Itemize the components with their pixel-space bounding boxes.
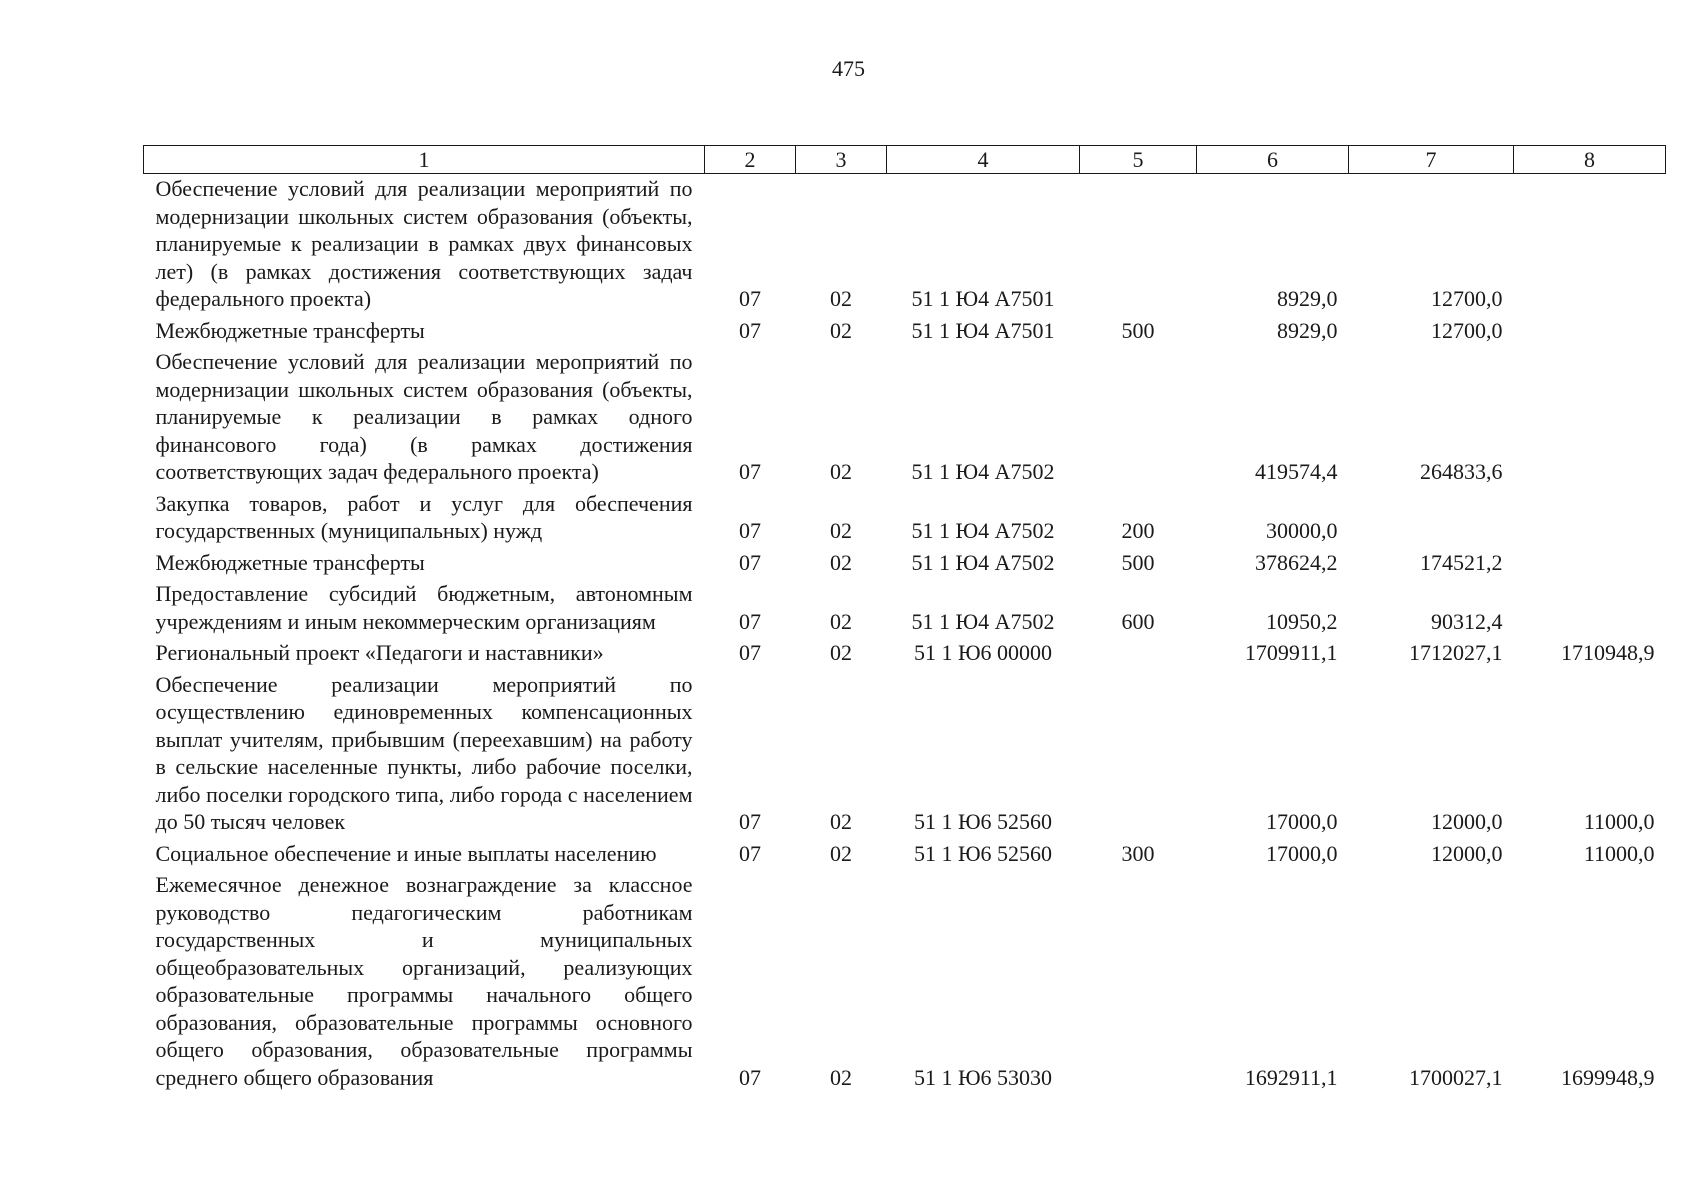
subsection-code: 02 (830, 286, 852, 311)
amount-col-6: 1709911,1 (1244, 640, 1338, 665)
amount-col-6: 1692911,1 (1244, 1064, 1338, 1090)
expense-type-code (1080, 174, 1197, 316)
expense-type-code: 500 (1121, 549, 1155, 575)
expense-type-code (1080, 347, 1197, 489)
table-row (144, 316, 1666, 348)
row-name: Региональный проект «Педагоги и наставники» (155, 640, 604, 665)
amount-col-8 (1514, 174, 1666, 316)
section-code: 07 (739, 459, 761, 484)
subsection-code: 02 (830, 549, 852, 575)
row-name: Ежемесячное денежное вознаграждение за классное руководство педагогическим работникам государственных и муниципальных общеобразовательных организаций, реализующих образовательные программы начального общего образования, образовательные программы основного общего образования, образовательные программы среднего общего образования (155, 872, 693, 1090)
section-code: 07 (739, 1064, 761, 1090)
section-code: 07 (739, 549, 761, 575)
amount-col-7: 1700027,1 (1409, 1064, 1503, 1090)
page-number: 475 (832, 56, 865, 81)
section-code: 07 (739, 840, 761, 866)
budget-table (143, 145, 1666, 1094)
amount-col-8 (1514, 347, 1666, 489)
row-name: Межбюджетные трансферты (155, 317, 425, 343)
column-header: 4 (887, 146, 1080, 174)
target-article-code: 51 1 Ю6 52560 (913, 840, 1053, 866)
amount-col-8 (1514, 548, 1666, 580)
amount-col-8: 1699948,9 (1561, 1064, 1655, 1090)
row-name: Обеспечение условий для реализации мероприятий по модернизации школьных систем образования (объекты, планируемые к реализации в рамках одного финансового года) (в рамках достижения соответствующих задач федерального проекта) (155, 349, 693, 484)
amount-col-8 (1514, 579, 1666, 638)
target-article-code: 51 1 Ю4 А7502 (911, 459, 1055, 484)
amount-col-8 (1514, 489, 1666, 548)
subsection-code: 02 (830, 640, 852, 665)
expense-type-code: 500 (1121, 317, 1155, 343)
section-code: 07 (739, 608, 761, 634)
section-code: 07 (739, 317, 761, 343)
section-code: 07 (739, 518, 761, 543)
amount-col-6: 10950,2 (1266, 608, 1338, 634)
subsection-code: 02 (830, 840, 852, 866)
subsection-code: 02 (830, 317, 852, 343)
expense-type-code (1080, 670, 1197, 839)
table-row (144, 670, 1666, 839)
column-header: 1 (144, 146, 705, 174)
amount-col-6: 30000,0 (1266, 518, 1338, 543)
table-header (144, 146, 1666, 174)
amount-col-7: 1712027,1 (1409, 640, 1503, 665)
expense-type-code (1080, 638, 1197, 670)
amount-col-7: 264833,6 (1420, 459, 1503, 484)
amount-col-6: 419574,4 (1255, 459, 1338, 484)
table-row (144, 839, 1666, 871)
column-header: 7 (1349, 146, 1514, 174)
target-article-code: 51 1 Ю4 А7502 (911, 608, 1055, 634)
table-body (144, 174, 1666, 1095)
expense-type-code: 600 (1121, 608, 1155, 634)
amount-col-8 (1514, 316, 1666, 348)
target-article-code: 51 1 Ю4 А7502 (911, 549, 1055, 575)
amount-col-7: 12000,0 (1431, 809, 1503, 834)
subsection-code: 02 (830, 459, 852, 484)
row-name: Социальное обеспечение и иные выплаты населению (155, 840, 657, 866)
section-code: 07 (739, 286, 761, 311)
amount-col-8: 11000,0 (1583, 840, 1655, 866)
target-article-code: 51 1 Ю6 52560 (913, 809, 1053, 834)
column-header: 8 (1514, 146, 1666, 174)
amount-col-6: 17000,0 (1266, 840, 1338, 866)
column-header: 2 (705, 146, 796, 174)
table-row (144, 174, 1666, 316)
amount-col-6: 378624,2 (1255, 549, 1338, 575)
amount-col-7 (1349, 489, 1514, 548)
target-article-code: 51 1 Ю6 00000 (913, 640, 1053, 665)
column-number-row (144, 146, 1666, 174)
row-name: Предоставление субсидий бюджетным, автономным учреждениям и иным некоммерческим организациям (155, 581, 693, 634)
column-header: 3 (796, 146, 887, 174)
table-row (144, 870, 1666, 1094)
expense-type-code: 300 (1121, 840, 1155, 866)
row-name: Обеспечение условий для реализации мероприятий по модернизации школьных систем образования (объекты, планируемые к реализации в рамках двух финансовых лет) (в рамках достижения соответствующих задач федерального проекта) (155, 176, 693, 311)
expense-type-code: 200 (1121, 518, 1155, 543)
table-row (144, 548, 1666, 580)
column-header: 6 (1197, 146, 1349, 174)
amount-col-8: 11000,0 (1583, 809, 1655, 834)
subsection-code: 02 (830, 1064, 852, 1090)
table-row (144, 579, 1666, 638)
amount-col-6: 8929,0 (1277, 286, 1338, 311)
table-row (144, 489, 1666, 548)
target-article-code: 51 1 Ю4 А7501 (911, 317, 1055, 343)
amount-col-7: 174521,2 (1420, 549, 1503, 575)
amount-col-6: 17000,0 (1266, 809, 1338, 834)
row-name: Закупка товаров, работ и услуг для обеспечения государственных (муниципальных) нужд (155, 490, 693, 543)
column-header: 5 (1080, 146, 1197, 174)
section-code: 07 (739, 640, 761, 665)
row-name: Межбюджетные трансферты (155, 549, 425, 575)
row-name: Обеспечение реализации мероприятий по осуществлению единовременных компенсационных выплат учителям, прибывшим (переехавшим) на работу в сельские населенные пункты, либо рабочие поселки, либо поселки городского типа, либо города с населением до 50 тысяч человек (155, 671, 693, 834)
subsection-code: 02 (830, 809, 852, 834)
section-code: 07 (739, 809, 761, 834)
table-row (144, 347, 1666, 489)
target-article-code: 51 1 Ю4 А7502 (911, 518, 1055, 543)
amount-col-8: 1710948,9 (1561, 640, 1655, 665)
expense-type-code (1080, 870, 1197, 1094)
amount-col-7: 90312,4 (1431, 608, 1503, 634)
amount-col-7: 12000,0 (1431, 840, 1503, 866)
amount-col-7: 12700,0 (1431, 317, 1503, 343)
target-article-code: 51 1 Ю6 53030 (913, 1064, 1053, 1090)
table-row (144, 638, 1666, 670)
amount-col-6: 8929,0 (1277, 317, 1338, 343)
amount-col-7: 12700,0 (1431, 286, 1503, 311)
target-article-code: 51 1 Ю4 А7501 (911, 286, 1055, 311)
subsection-code: 02 (830, 518, 852, 543)
subsection-code: 02 (830, 608, 852, 634)
